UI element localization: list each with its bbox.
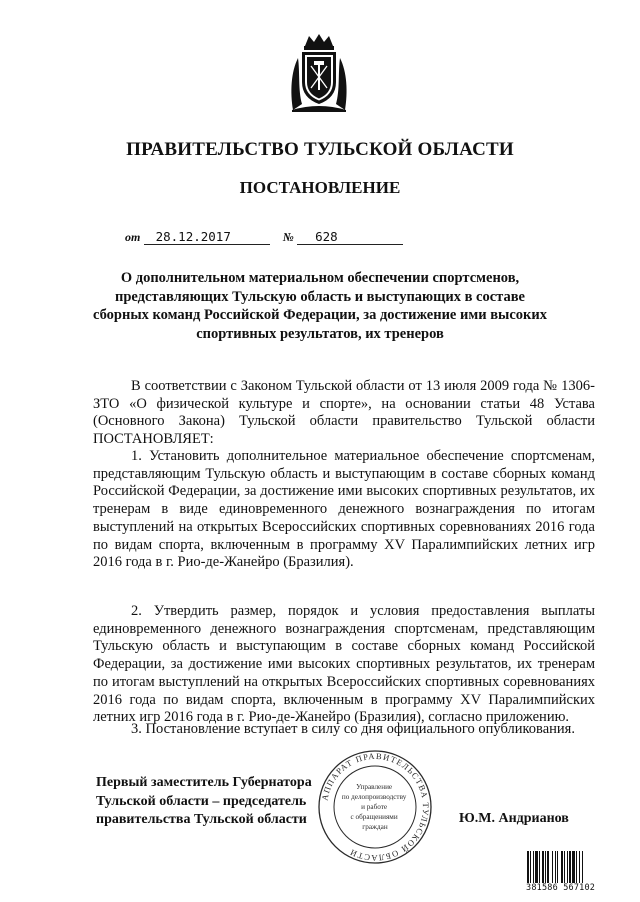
document-date: 28.12.2017 [144,229,270,245]
body-paragraph: В соответствии с Законом Тульской области от 13 июля 2009 года № 1306-ЗТО «О физической культуре и спорте», на основании статьи 48 Устава (Основного Закона) Тульской области правительство Тульской области ПОСТАНОВЛЯЕТ: [93,378,595,448]
stamp-line: и работе [361,803,388,811]
document-heading: О дополнительном материальном обеспечении спортсменов, представляющих Тульскую область и выступающих в составе сборных команд Российской Федерации, за достижение ими высоких спортивных результатов, их тренеров [92,270,547,342]
document-number: 628 [297,229,403,245]
stamp-ring-text: АППАРАТ ПРАВИТЕЛЬСТВА ТУЛЬСКОЙ ОБЛАСТИ [319,750,432,864]
signatory-position-line: Первый заместитель Губернатора [96,775,312,790]
signatory-position-line: правительства Тульской области [96,812,307,827]
body-paragraph: 2. Утвердить размер, порядок и условия предоставления выплаты единовременного денежного вознаграждения спортсменам, представляющим Тульскую область и выступающим в составе сборных команд Российской Федерации, за достижение ими высоких спортивных результатов, их тренерам по итогам выступлений на открытых Всероссийских спортивных соревнованиях 2016 года по видам спорта, включенным в программу XV Паралимпийских летних игр 2016 года в г. Рио-де-Жанейро (Бразилия), согласно приложению. [93,603,595,726]
stamp-line: по делопроизводству [341,793,407,801]
svg-text:Управление по делопроизвод [342,783,408,831]
signatory-name: Ю.М. Андрианов [459,811,569,826]
document-type: ПОСТАНОВЛЕНИЕ [239,178,401,197]
barcode-number: 381586 567102 [526,883,596,893]
stamp-line: с обращениями [350,813,398,821]
stamp-line: граждан [362,823,388,831]
coat-of-arms-icon [288,32,350,112]
date-number-line [125,229,403,245]
government-title: ПРАВИТЕЛЬСТВО ТУЛЬСКОЙ ОБЛАСТИ [126,139,514,160]
official-stamp [317,749,433,865]
barcode-icon [526,851,616,885]
signatory-position-line: Тульской области – председатель [96,793,307,809]
body-paragraph: 3. Постановление вступает в силу со дня официального опубликования. [131,721,575,737]
date-label: от [125,230,141,244]
body-paragraph: 1. Установить дополнительное материальное обеспечение спортсменам, представляющим Тульскую область и выступающим в составе сборных команд Российской Федерации, за достижение ими высоких спортивных результатов, их тренерам в виде единовременного денежного вознаграждения по итогам выступлений на открытых Всероссийских спортивных соревнованиях 2016 года по видам спорта, включенным в программу XV Паралимпийских летних игр 2016 года в г. Рио-де-Жанейро (Бразилия). [93,448,595,571]
stamp-line: Управление [356,783,393,791]
signatory-position [96,774,312,830]
number-label: № [282,230,294,244]
